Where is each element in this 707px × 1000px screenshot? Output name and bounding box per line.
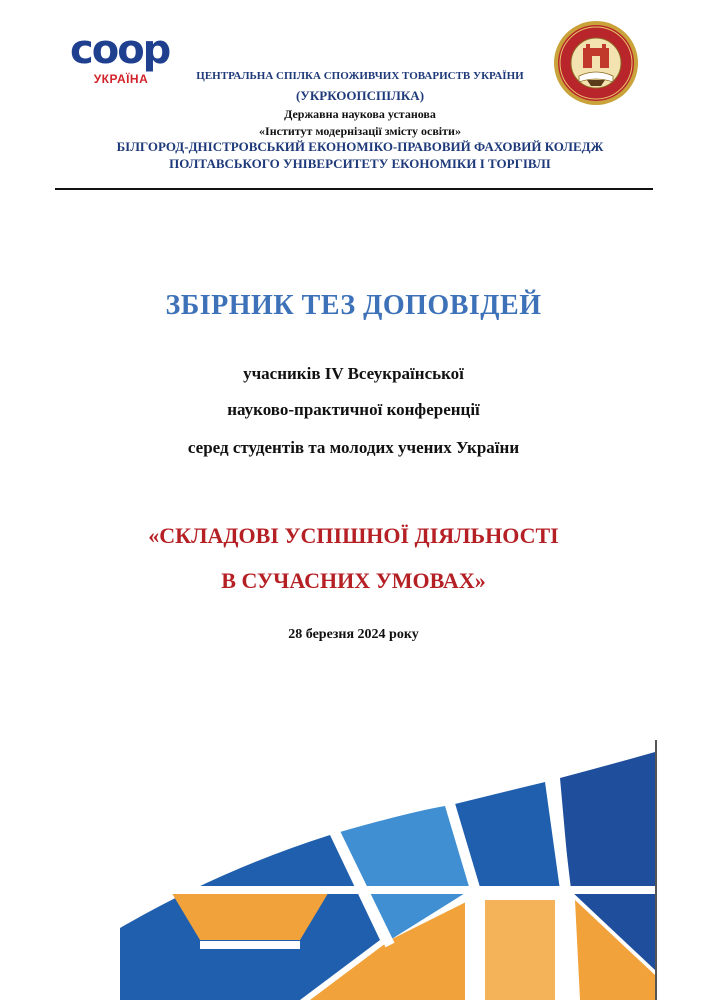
header-line-union: ЦЕНТРАЛЬНА СПІЛКА СПОЖИВЧИХ ТОВАРИСТВ УКРАЇНИ [196,70,524,82]
conference-date: 28 березня 2024 року [288,627,419,642]
decorative-graphic [0,740,707,1000]
header-line-institution-type: Державна наукова установа [284,107,436,121]
graphic-segment-orange-right [485,900,560,1000]
page-title: ЗБІРНИК ТЕЗ ДОПОВІДЕЙ [165,290,542,321]
conference-title-line-2: В СУЧАСНИХ УМОВАХ» [221,568,486,593]
coop-logo-country: УКРАЇНА [93,72,149,86]
subtitle-line-1: учасників IV Всеукраїнської [243,364,464,383]
header-line-college: БІЛГОРОД-ДНІСТРОВСЬКИЙ ЕКОНОМІКО-ПРАВОВИЙ ФАХОВИЙ КОЛЕДЖ [116,139,604,154]
subtitle-line-3: серед студентів та молодих учених України [187,438,520,457]
conference-title-line-1: «СКЛАДОВІ УСПІШНОЇ ДІЯЛЬНОСТІ [148,523,559,548]
header-line-institute: «Інститут модернізації змісту освіти» [259,124,461,138]
coop-logo-text: coop [70,27,170,73]
header-line-abbrev: (УКРКООПСПІЛКА) [295,88,425,103]
subtitle-line-2: науково-практичної конференції [227,400,480,419]
header-divider [55,188,653,190]
header-line-university: ПОЛТАВСЬКОГО УНІВЕРСИТЕТУ ЕКОНОМІКИ І ТОРГІВЛІ [169,156,551,171]
